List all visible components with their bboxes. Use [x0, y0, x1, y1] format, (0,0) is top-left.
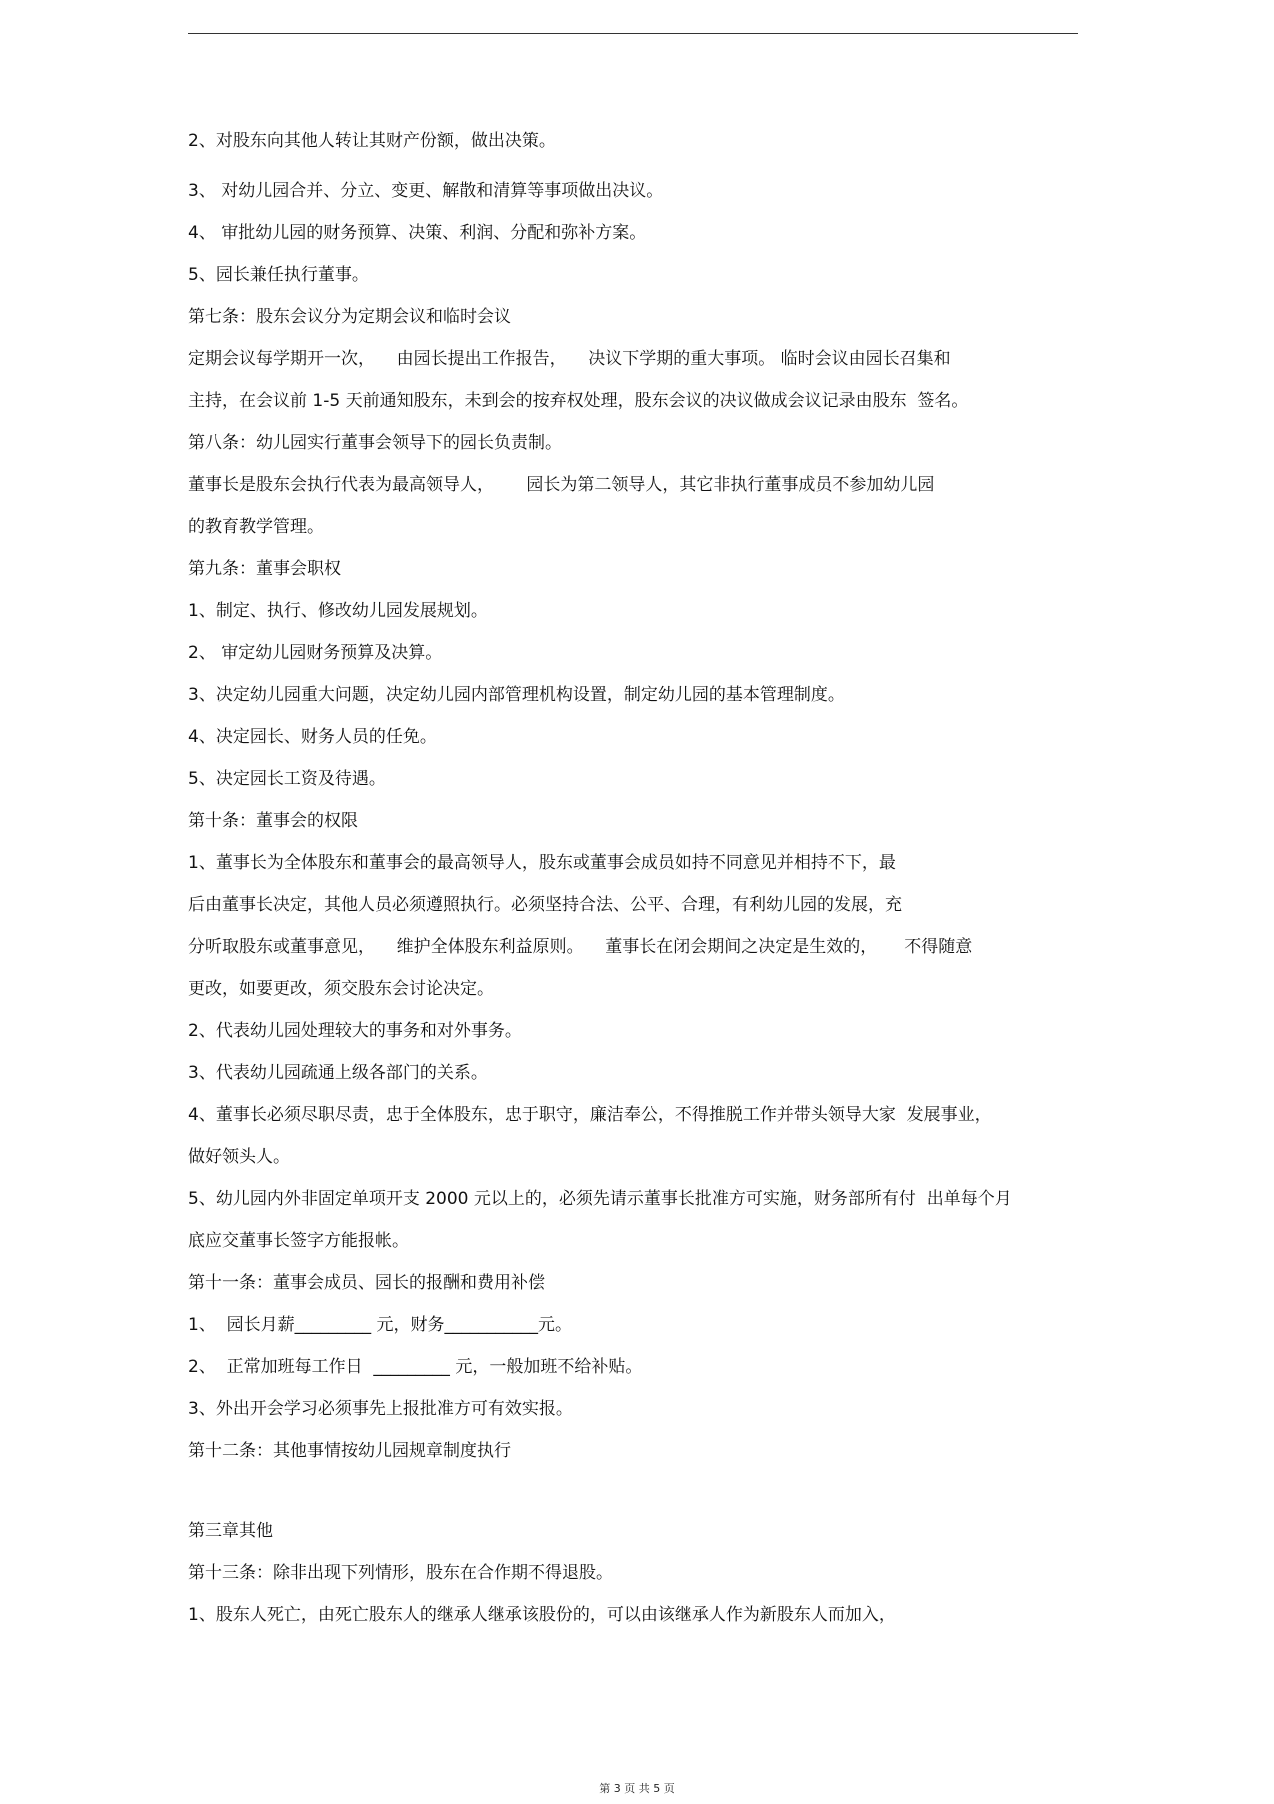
- article-heading: 第八条：幼儿园实行董事会领导下的园长负责制。: [188, 433, 562, 453]
- paragraph-line: 董事长是股东会执行代表为最高领导人， 园长为第二领导人，其它非执行董事成员不参加幼儿园: [188, 475, 935, 495]
- article-heading: 第七条：股东会议分为定期会议和临时会议: [188, 307, 511, 327]
- clause-item: 1、制定、执行、修改幼儿园发展规划。: [188, 601, 488, 621]
- paragraph-line: 更改，如要更改，须交股东会讨论决定。: [188, 979, 494, 999]
- chapter-heading: 第三章其他: [188, 1521, 273, 1541]
- article-heading: 第十一条：董事会成员、园长的报酬和费用补偿: [188, 1273, 545, 1293]
- clause-item: 5、园长兼任执行董事。: [188, 265, 369, 285]
- clause-item: 3、外出开会学习必须事先上报批准方可有效实报。: [188, 1399, 573, 1419]
- clause-item: 1、 园长月薪_________ 元，财务___________元。: [188, 1315, 573, 1335]
- paragraph-line: 主持，在会议前 1-5 天前通知股东，未到会的按弃权处理，股东会议的决议做成会议记录由股东 签名。: [188, 391, 969, 411]
- clause-item: 4、决定园长、财务人员的任免。: [188, 727, 437, 747]
- paragraph-line: 分听取股东或董事意见， 维护全体股东利益原则。 董事长在闭会期间之决定是生效的， 不得随意: [188, 937, 973, 957]
- clause-item: 3、决定幼儿园重大问题，决定幼儿园内部管理机构设置，制定幼儿园的基本管理制度。: [188, 685, 845, 705]
- clause-item: 4、 审批幼儿园的财务预算、决策、利润、分配和弥补方案。: [188, 223, 647, 243]
- clause-item: 4、董事长必须尽职尽责，忠于全体股东，忠于职守，廉洁奉公，不得推脱工作并带头领导大家 发展事业，: [188, 1105, 992, 1125]
- header-rule: [188, 33, 1078, 34]
- article-heading: 第十三条：除非出现下列情形，股东在合作期不得退股。: [188, 1563, 613, 1583]
- paragraph-line: 的教育教学管理。: [188, 517, 324, 537]
- paragraph-line: 后由董事长决定，其他人员必须遵照执行。必须坚持合法、公平、合理，有利幼儿园的发展，充: [188, 895, 902, 915]
- clause-item: 2、对股东向其他人转让其财产份额，做出决策。: [188, 131, 556, 151]
- clause-item: 2、代表幼儿园处理较大的事务和对外事务。: [188, 1021, 522, 1041]
- article-heading: 第十二条：其他事情按幼儿园规章制度执行: [188, 1441, 511, 1461]
- clause-item: 5、决定园长工资及待遇。: [188, 769, 386, 789]
- article-heading: 第九条：董事会职权: [188, 559, 341, 579]
- clause-item: 5、幼儿园内外非固定单项开支 2000 元以上的，必须先请示董事长批准方可实施，财务部所有付 出单每个月: [188, 1189, 1012, 1209]
- clause-item: 1、董事长为全体股东和董事会的最高领导人，股东或董事会成员如持不同意见并相持不下，最: [188, 853, 896, 873]
- clause-item: 1、股东人死亡，由死亡股东人的继承人继承该股份的，可以由该继承人作为新股东人而加入，: [188, 1605, 896, 1625]
- paragraph-line: 定期会议每学期开一次， 由园长提出工作报告， 决议下学期的重大事项。 临时会议由园长召集和: [188, 349, 951, 369]
- article-heading: 第十条：董事会的权限: [188, 811, 358, 831]
- clause-item: 3、 对幼儿园合并、分立、变更、解散和清算等事项做出决议。: [188, 181, 664, 201]
- paragraph-line: 做好领头人。: [188, 1147, 290, 1167]
- clause-item: 3、代表幼儿园疏通上级各部门的关系。: [188, 1063, 488, 1083]
- paragraph-line: 底应交董事长签字方能报帐。: [188, 1231, 409, 1251]
- clause-item: 2、 正常加班每工作日 _________ 元，一般加班不给补贴。: [188, 1357, 643, 1377]
- clause-item: 2、 审定幼儿园财务预算及决算。: [188, 643, 443, 663]
- page-number: 第 3 页 共 5 页: [599, 1782, 675, 1795]
